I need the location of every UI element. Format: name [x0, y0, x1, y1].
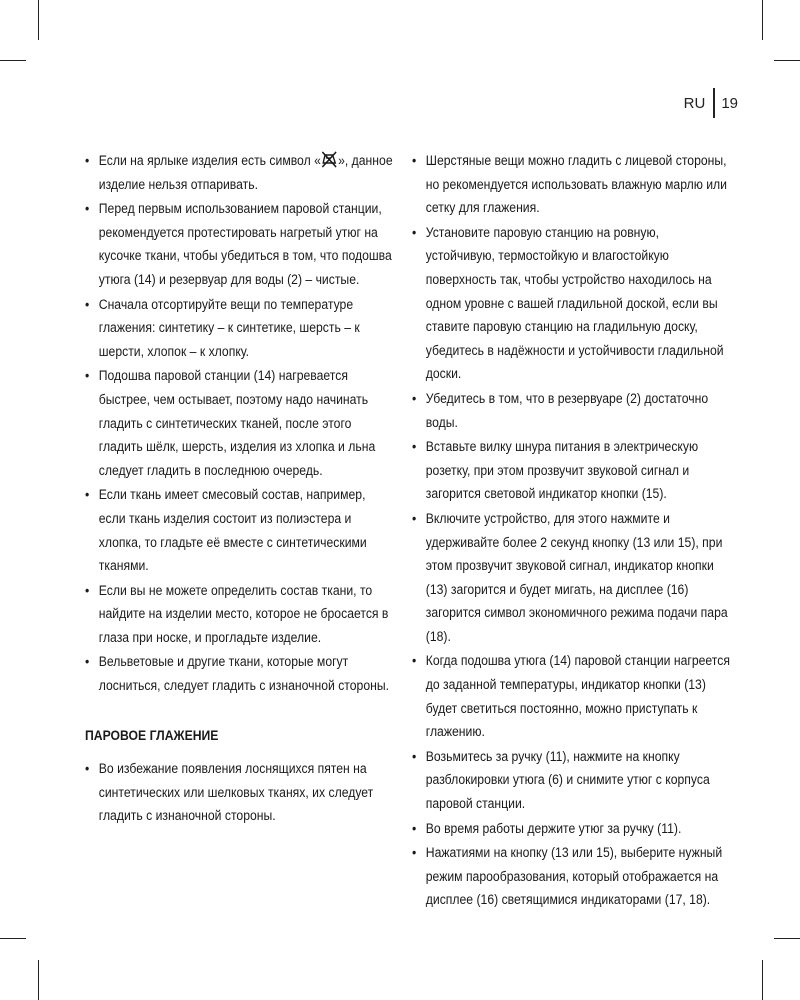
- list-item: • Вставьте вилку шнура питания в электрическую розетку, при этом прозвучит звуковой сигнал и загорится световой индикатор кнопки (15).: [412, 436, 730, 507]
- list-item: • Во избежание появления лоснящихся пятен на синтетических или шелковых тканях, их следует гладить с изнаночной стороны.: [85, 758, 395, 829]
- language-code: RU: [683, 94, 706, 112]
- crop-mark: [0, 60, 26, 61]
- list-item: • Подошва паровой станции (14) нагревается быстрее, чем остывает, поэтому надо начинать гладить с синтетических тканей, после этого гладить шёлк, шерсть, изделия из хлопка и льна следует гладить в последнюю очередь.: [85, 365, 395, 483]
- crop-mark: [762, 0, 763, 40]
- crop-mark: [762, 960, 763, 1000]
- list-item: • Если вы не можете определить состав ткани, то найдите на изделии место, которое не бросается в глаза при носке, и прогладьте изделие.: [85, 580, 395, 651]
- list-item: • Убедитесь в том, что в резервуаре (2) достаточно воды.: [412, 388, 730, 435]
- list-item: • Шерстяные вещи можно гладить с лицевой стороны, но рекомендуется использовать влажную марлю или сетку для глажения.: [412, 150, 730, 221]
- ironing-tips-list: [85, 150, 395, 699]
- section-heading: ПАРОВОЕ ГЛАЖЕНИЕ: [85, 727, 219, 744]
- list-item: • Если на ярлыке изделия есть символ « », данное изделие нельзя отпаривать.: [85, 150, 395, 197]
- list-item: • Когда подошва утюга (14) паровой станции нагреется до заданной температуры, индикатор кнопки (13) будет светиться постоянно, можно приступать к глажению.: [412, 650, 730, 744]
- list-item: • Возьмитесь за ручку (11), нажмите на кнопку разблокировки утюга (6) и снимите утюг с корпуса паровой станции.: [412, 746, 730, 817]
- list-item: • Если ткань имеет смесовый состав, например, если ткань изделия состоит из полиэстера и хлопка, то гладьте её вместе с синтетическими тканями.: [85, 484, 395, 578]
- list-item: • Вельветовые и другие ткани, которые могут лосниться, следует гладить с изнаночной стороны.: [85, 651, 395, 698]
- list-item: • Сначала отсортируйте вещи по температуре глажения: синтетику – к синтетике, шерсть – к шерсти, хлопок – к хлопку.: [85, 294, 395, 365]
- no-steam-icon: [321, 150, 338, 168]
- list-item: • Перед первым использованием паровой станции, рекомендуется протестировать нагретый утюг на кусочке ткани, чтобы убедиться в том, что подошва утюга (14) и резервуар для воды (2) – чистые.: [85, 198, 395, 292]
- list-item: • Во время работы держите утюг за ручку (11).: [412, 818, 730, 842]
- list-item: • Включите устройство, для этого нажмите и удерживайте более 2 секунд кнопку (13 или 15), при этом прозвучит звуковой сигнал, индикатор кнопки (13) загорится и будет мигать, на дисплее (16) загорится символ экономичного режима подачи пара (18).: [412, 508, 730, 650]
- crop-mark: [774, 60, 800, 61]
- steam-ironing-steps-list: [412, 150, 730, 913]
- crop-mark: [774, 938, 800, 939]
- list-item: • Нажатиями на кнопку (13 или 15), выберите нужный режим парообразования, который отображается на дисплее (16) светящимися индикаторами (17, 18).: [412, 842, 730, 913]
- steam-ironing-list: [85, 758, 395, 829]
- crop-mark: [38, 960, 39, 1000]
- crop-mark: [38, 0, 39, 40]
- crop-mark: [0, 938, 26, 939]
- page-number: 19: [721, 94, 738, 112]
- right-column: [412, 150, 730, 914]
- page-header: [684, 88, 738, 118]
- left-column: [85, 150, 395, 830]
- list-item: • Установите паровую станцию на ровную, устойчивую, термостойкую и влагостойкую поверхность так, чтобы устройство находилось на одном уровне с вашей гладильной доской, если вы ставите паровую станцию на гладильную доску, убедитесь в надёжности и устойчивости гладильной доски.: [412, 222, 730, 387]
